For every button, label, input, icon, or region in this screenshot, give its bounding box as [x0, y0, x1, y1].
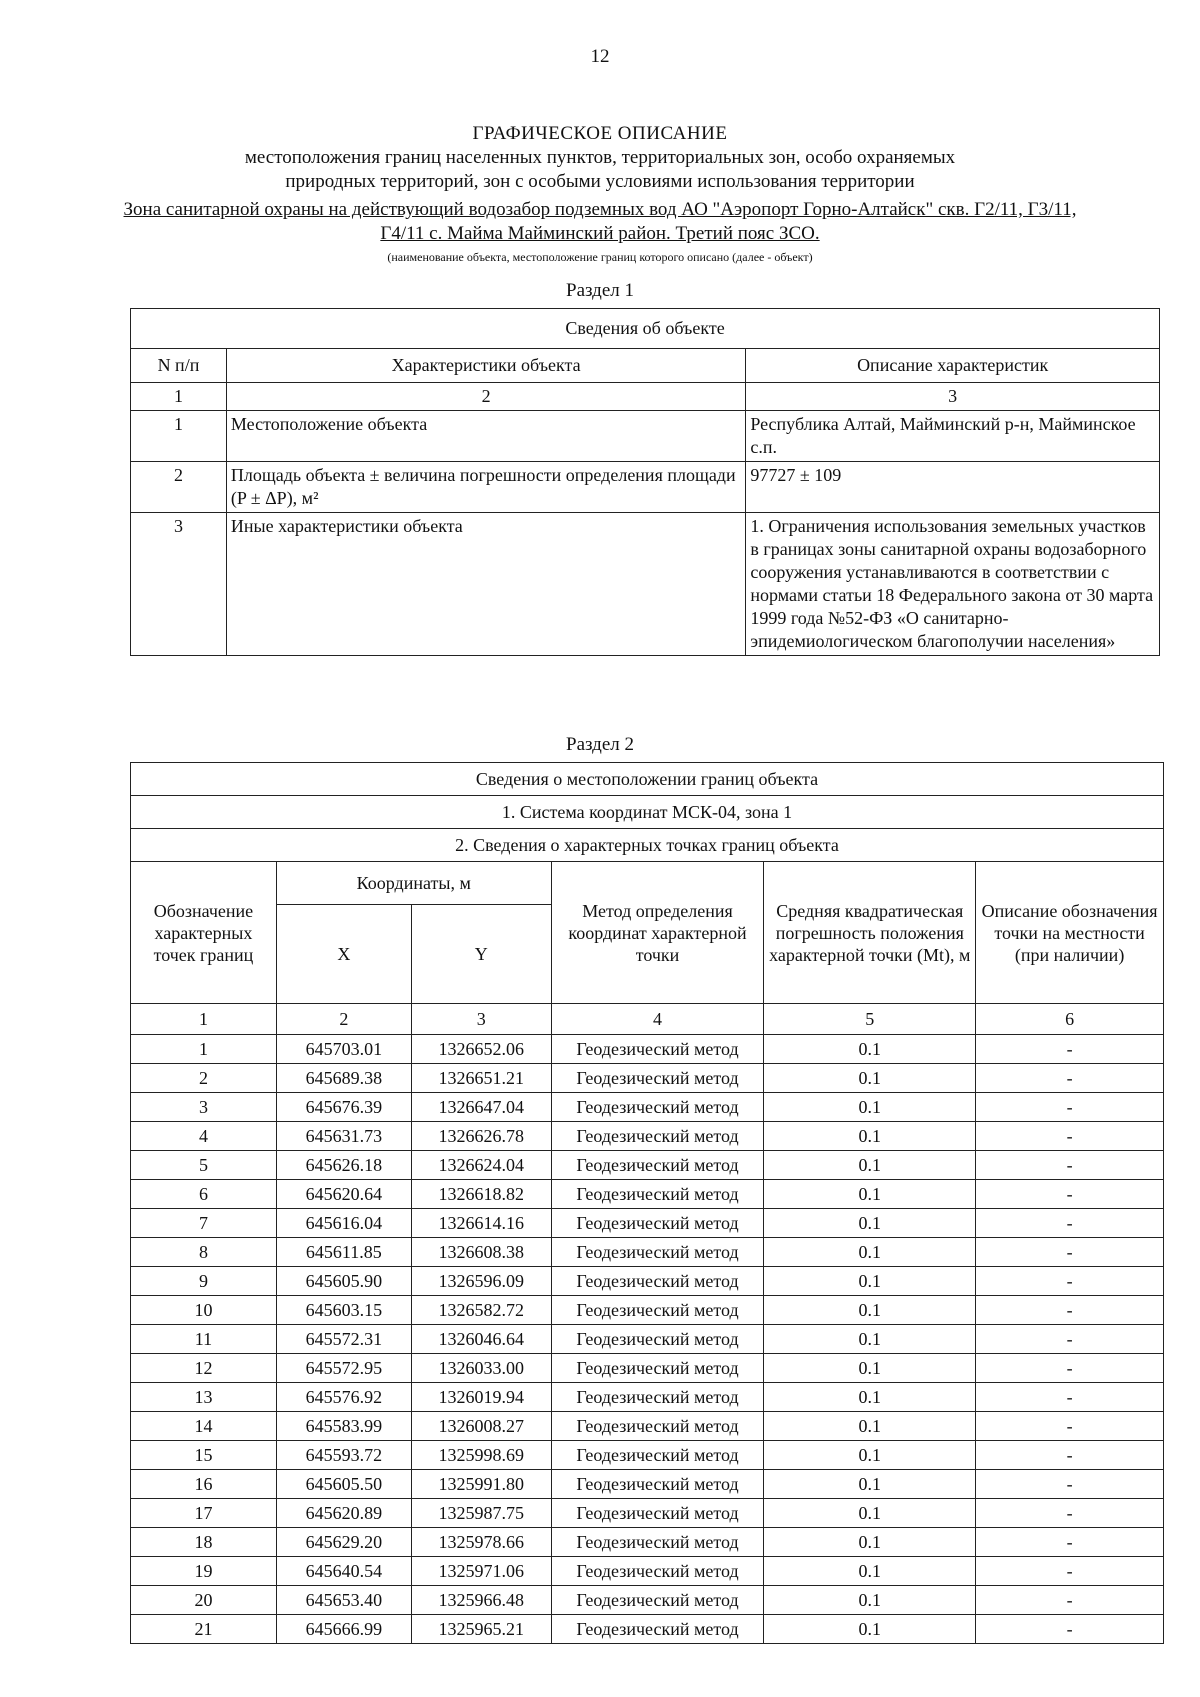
point-error: 0.1 [764, 1238, 976, 1267]
index-cell: 6 [976, 1004, 1164, 1035]
table-row [131, 1441, 1164, 1470]
table-row [131, 1383, 1164, 1412]
table-row [131, 1093, 1164, 1122]
coord-system-row [131, 796, 1164, 829]
point-x: 645605.50 [276, 1470, 411, 1499]
point-description: - [976, 1383, 1164, 1412]
point-error: 0.1 [764, 1470, 976, 1499]
table-row [131, 1267, 1164, 1296]
point-x: 645626.18 [276, 1151, 411, 1180]
point-description: - [976, 1151, 1164, 1180]
point-number: 18 [131, 1528, 277, 1557]
point-method: Геодезический метод [551, 1064, 764, 1093]
header-description: Описание характеристик [746, 349, 1160, 383]
point-number: 14 [131, 1412, 277, 1441]
point-x: 645583.99 [276, 1412, 411, 1441]
point-x: 645593.72 [276, 1441, 411, 1470]
section1-label: Раздел 1 [566, 280, 634, 301]
object-info-table [130, 308, 1160, 656]
point-y: 1326651.21 [411, 1064, 551, 1093]
point-x: 645620.64 [276, 1180, 411, 1209]
point-error: 0.1 [764, 1122, 976, 1151]
point-description: - [976, 1035, 1164, 1064]
index-cell: 3 [746, 383, 1160, 411]
table-row [131, 1354, 1164, 1383]
point-y: 1326033.00 [411, 1354, 551, 1383]
object-info-title: Сведения об объекте [131, 309, 1160, 349]
table-row [131, 1412, 1164, 1441]
point-method: Геодезический метод [551, 1412, 764, 1441]
points-title: 2. Сведения о характерных точках границ объекта [131, 829, 1164, 862]
index-cell: 1 [131, 383, 227, 411]
index-cell: 2 [226, 383, 745, 411]
point-description: - [976, 1528, 1164, 1557]
point-error: 0.1 [764, 1354, 976, 1383]
index-cell: 1 [131, 1004, 277, 1035]
point-method: Геодезический метод [551, 1470, 764, 1499]
table-row [131, 1238, 1164, 1267]
point-description: - [976, 1470, 1164, 1499]
point-method: Геодезический метод [551, 1035, 764, 1064]
header-characteristic: Характеристики объекта [226, 349, 745, 383]
table-row [131, 1615, 1164, 1644]
table-row [131, 1064, 1164, 1093]
point-description: - [976, 1441, 1164, 1470]
point-number: 5 [131, 1151, 277, 1180]
object-name-text: Зона санитарной охраны на действующий водозабор подземных вод АО "Аэропорт Горно-Алтайск" скв. Г2/11, Г3/11, Г4/11 с. Майма Майминский район. Третий пояс ЗСО. [123, 199, 1077, 244]
point-x: 645703.01 [276, 1035, 411, 1064]
table-row [131, 411, 1160, 462]
point-number: 21 [131, 1615, 277, 1644]
point-method: Геодезический метод [551, 1093, 764, 1122]
index-cell: 3 [411, 1004, 551, 1035]
point-description: - [976, 1615, 1164, 1644]
row-characteristic: Местоположение объекта [226, 411, 745, 462]
point-description: - [976, 1238, 1164, 1267]
table-index-row [131, 383, 1160, 411]
header-x: X [276, 905, 411, 1004]
point-method: Геодезический метод [551, 1441, 764, 1470]
point-number: 2 [131, 1064, 277, 1093]
index-cell: 5 [764, 1004, 976, 1035]
object-caption: (наименование объекта, местоположение границ которого описано (далее - объект) [387, 250, 813, 264]
point-description: - [976, 1209, 1164, 1238]
point-y: 1326647.04 [411, 1093, 551, 1122]
point-description: - [976, 1064, 1164, 1093]
point-x: 645689.38 [276, 1064, 411, 1093]
point-y: 1325965.21 [411, 1615, 551, 1644]
point-error: 0.1 [764, 1035, 976, 1064]
row-number: 2 [131, 462, 227, 513]
point-y: 1326618.82 [411, 1180, 551, 1209]
table-row [131, 1296, 1164, 1325]
point-x: 645611.85 [276, 1238, 411, 1267]
header-designation: Обозначение характерных точек границ [131, 862, 277, 1004]
document-title: ГРАФИЧЕСКОЕ ОПИСАНИЕ [472, 123, 728, 144]
row-value: 97727 ± 109 [746, 462, 1160, 513]
table-row [131, 513, 1160, 656]
point-y: 1326582.72 [411, 1296, 551, 1325]
point-y: 1326614.16 [411, 1209, 551, 1238]
point-error: 0.1 [764, 1383, 976, 1412]
table-row [131, 1209, 1164, 1238]
point-method: Геодезический метод [551, 1267, 764, 1296]
point-x: 645620.89 [276, 1499, 411, 1528]
point-number: 1 [131, 1035, 277, 1064]
object-name [120, 198, 1080, 246]
point-number: 16 [131, 1470, 277, 1499]
table-row [131, 1180, 1164, 1209]
boundary-points-table [130, 762, 1164, 1644]
point-method: Геодезический метод [551, 1238, 764, 1267]
coord-system: 1. Система координат МСК-04, зона 1 [131, 796, 1164, 829]
table-row [131, 1151, 1164, 1180]
point-description: - [976, 1354, 1164, 1383]
point-method: Геодезический метод [551, 1151, 764, 1180]
point-x: 645629.20 [276, 1528, 411, 1557]
point-y: 1325998.69 [411, 1441, 551, 1470]
document-heading [0, 122, 1200, 194]
point-y: 1325991.80 [411, 1470, 551, 1499]
point-description: - [976, 1296, 1164, 1325]
point-y: 1326652.06 [411, 1035, 551, 1064]
point-error: 0.1 [764, 1093, 976, 1122]
point-x: 645572.95 [276, 1354, 411, 1383]
header-y: Y [411, 905, 551, 1004]
point-number: 7 [131, 1209, 277, 1238]
table-row [131, 1035, 1164, 1064]
row-value: Республика Алтай, Майминский р-н, Майминское с.п. [746, 411, 1160, 462]
index-cell: 2 [276, 1004, 411, 1035]
table-title-row [131, 763, 1164, 796]
table-row [131, 1325, 1164, 1354]
index-cell: 4 [551, 1004, 764, 1035]
header-coords: Координаты, м [276, 862, 551, 905]
point-error: 0.1 [764, 1441, 976, 1470]
table-title-row [131, 309, 1160, 349]
point-error: 0.1 [764, 1528, 976, 1557]
row-number: 3 [131, 513, 227, 656]
point-error: 0.1 [764, 1499, 976, 1528]
table-header-row [131, 349, 1160, 383]
point-number: 17 [131, 1499, 277, 1528]
point-error: 0.1 [764, 1064, 976, 1093]
point-number: 13 [131, 1383, 277, 1412]
point-description: - [976, 1412, 1164, 1441]
point-error: 0.1 [764, 1325, 976, 1354]
point-error: 0.1 [764, 1412, 976, 1441]
table-index-row [131, 1004, 1164, 1035]
point-method: Геодезический метод [551, 1354, 764, 1383]
point-error: 0.1 [764, 1151, 976, 1180]
row-characteristic: Иные характеристики объекта [226, 513, 745, 656]
table-header-row [131, 862, 1164, 905]
point-method: Геодезический метод [551, 1557, 764, 1586]
point-error: 0.1 [764, 1267, 976, 1296]
point-method: Геодезический метод [551, 1586, 764, 1615]
point-y: 1326596.09 [411, 1267, 551, 1296]
point-number: 12 [131, 1354, 277, 1383]
header-error: Средняя квадратическая погрешность положения характерной точки (Mt), м [764, 862, 976, 1004]
document-subtitle-line2: природных территорий, зон с особыми условиями использования территории [285, 171, 915, 192]
points-rows [131, 1035, 1164, 1644]
point-description: - [976, 1267, 1164, 1296]
point-description: - [976, 1093, 1164, 1122]
point-x: 645666.99 [276, 1615, 411, 1644]
point-number: 3 [131, 1093, 277, 1122]
point-error: 0.1 [764, 1586, 976, 1615]
point-x: 645676.39 [276, 1093, 411, 1122]
point-x: 645572.31 [276, 1325, 411, 1354]
point-number: 6 [131, 1180, 277, 1209]
point-x: 645640.54 [276, 1557, 411, 1586]
point-y: 1325966.48 [411, 1586, 551, 1615]
point-error: 0.1 [764, 1615, 976, 1644]
page-number: 12 [590, 46, 610, 67]
point-number: 15 [131, 1441, 277, 1470]
point-x: 645616.04 [276, 1209, 411, 1238]
point-method: Геодезический метод [551, 1615, 764, 1644]
section2-label: Раздел 2 [566, 734, 634, 755]
point-error: 0.1 [764, 1209, 976, 1238]
point-number: 4 [131, 1122, 277, 1151]
point-number: 10 [131, 1296, 277, 1325]
points-title-row [131, 829, 1164, 862]
point-number: 9 [131, 1267, 277, 1296]
point-method: Геодезический метод [551, 1325, 764, 1354]
point-x: 645653.40 [276, 1586, 411, 1615]
point-description: - [976, 1586, 1164, 1615]
point-description: - [976, 1180, 1164, 1209]
row-number: 1 [131, 411, 227, 462]
point-description: - [976, 1122, 1164, 1151]
point-method: Геодезический метод [551, 1528, 764, 1557]
point-description: - [976, 1557, 1164, 1586]
point-description: - [976, 1325, 1164, 1354]
table-row [131, 1586, 1164, 1615]
header-n: N п/п [131, 349, 227, 383]
row-value: 1. Ограничения использования земельных участков в границах зоны санитарной охраны водозаборного сооружения устанавливаются в соответствии с нормами статьи 18 Федерального закона от 30 марта 1999 года №52-ФЗ «О санитарно-эпидемиологическом благополучии населения» [746, 513, 1160, 656]
point-number: 11 [131, 1325, 277, 1354]
point-y: 1326008.27 [411, 1412, 551, 1441]
point-method: Геодезический метод [551, 1383, 764, 1412]
table-row [131, 462, 1160, 513]
table-row [131, 1499, 1164, 1528]
point-y: 1326019.94 [411, 1383, 551, 1412]
point-number: 8 [131, 1238, 277, 1267]
table-row [131, 1557, 1164, 1586]
point-method: Геодезический метод [551, 1209, 764, 1238]
point-y: 1326608.38 [411, 1238, 551, 1267]
row-characteristic: Площадь объекта ± величина погрешности определения площади (P ± ΔP), м² [226, 462, 745, 513]
table-row [131, 1122, 1164, 1151]
table-row [131, 1470, 1164, 1499]
header-method: Метод определения координат характерной точки [551, 862, 764, 1004]
point-description: - [976, 1499, 1164, 1528]
point-method: Геодезический метод [551, 1180, 764, 1209]
header-description: Описание обозначения точки на местности (при наличии) [976, 862, 1164, 1004]
point-method: Геодезический метод [551, 1296, 764, 1325]
point-error: 0.1 [764, 1557, 976, 1586]
point-y: 1325978.66 [411, 1528, 551, 1557]
point-number: 20 [131, 1586, 277, 1615]
boundary-table-title: Сведения о местоположении границ объекта [131, 763, 1164, 796]
point-y: 1325971.06 [411, 1557, 551, 1586]
point-x: 645631.73 [276, 1122, 411, 1151]
point-y: 1326046.64 [411, 1325, 551, 1354]
point-number: 19 [131, 1557, 277, 1586]
point-y: 1326626.78 [411, 1122, 551, 1151]
point-method: Геодезический метод [551, 1122, 764, 1151]
point-error: 0.1 [764, 1180, 976, 1209]
point-y: 1325987.75 [411, 1499, 551, 1528]
point-error: 0.1 [764, 1296, 976, 1325]
document-subtitle-line1: местоположения границ населенных пунктов, территориальных зон, особо охраняемых [244, 147, 956, 168]
point-y: 1326624.04 [411, 1151, 551, 1180]
table-row [131, 1528, 1164, 1557]
point-x: 645603.15 [276, 1296, 411, 1325]
point-x: 645576.92 [276, 1383, 411, 1412]
point-method: Геодезический метод [551, 1499, 764, 1528]
point-x: 645605.90 [276, 1267, 411, 1296]
